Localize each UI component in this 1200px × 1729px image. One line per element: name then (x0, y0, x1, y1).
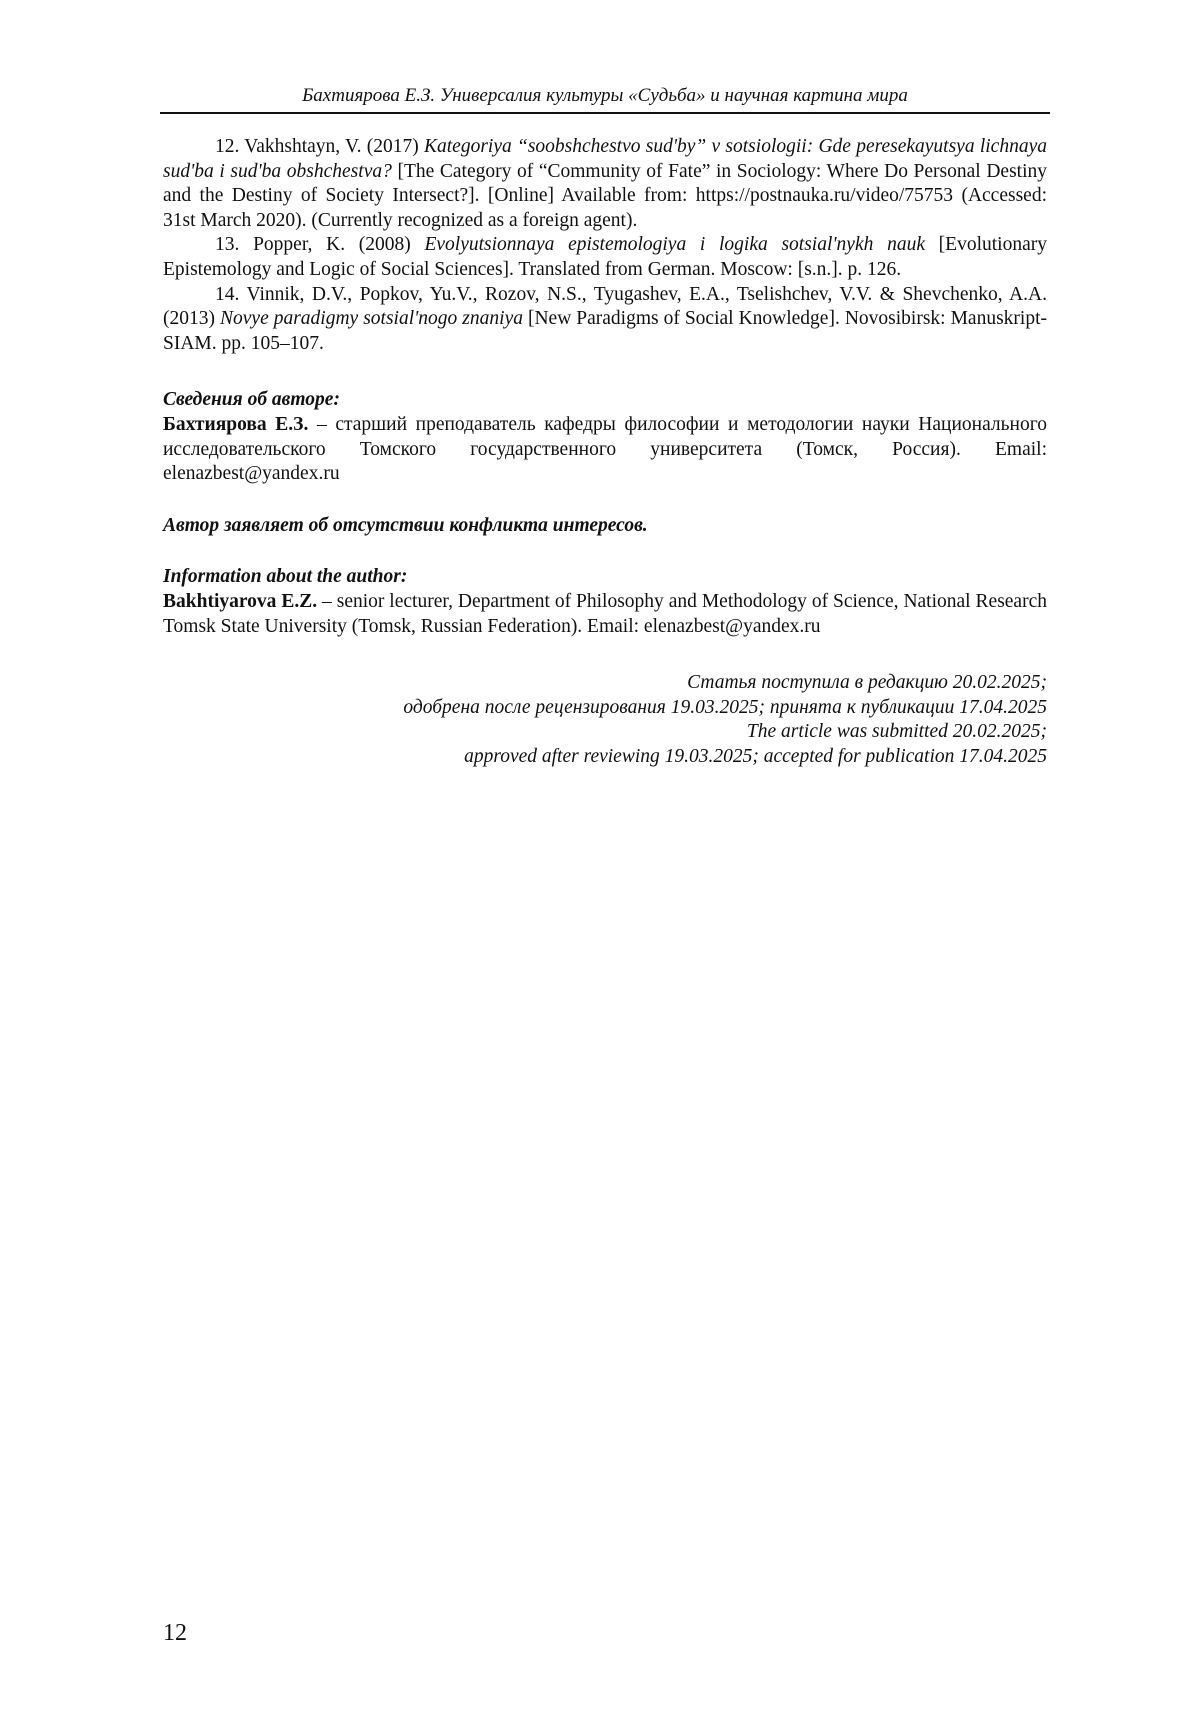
author-info-ru (163, 413, 1047, 487)
reference-title: Kategoriya “soobshchestvo sud'by” v sotsiologii: Gde peresekayutsya lichnaya sud'ba i sud'ba obshchestva? (163, 136, 1047, 182)
page-number: 12 (163, 1620, 187, 1646)
author-info-heading-ru: Сведения об авторе: (163, 389, 340, 411)
author-description-ru: – старший преподаватель кафедры философии и методологии науки Национального исследовательского Томского государственного университета (Томск, Россия). Email: elenazbest@yandex.ru (163, 413, 1047, 485)
review-acceptance-date-ru: одобрена после рецензирования 19.03.2025; принята к публикации 17.04.2025 (403, 696, 1047, 718)
reference-details: [Evolutionary Epistemology and Logic of Social Sciences]. Translated from German. Moscow: [s.n.]. p. 126. (163, 234, 1047, 280)
author-info-en (163, 590, 1047, 639)
author-info-heading-en: Information about the author: (163, 566, 408, 588)
reference-title: Evolyutsionnaya epistemologiya i logika sotsial'nykh nauk (424, 234, 925, 256)
author-name-en: Bakhtiyarova E.Z. (163, 590, 318, 612)
reference-item (163, 135, 1047, 233)
reference-authors: Vakhshtayn, V. (2017) (244, 136, 424, 157)
reference-item (163, 283, 1047, 357)
reference-title: Novye paradigmy sotsial'nogo znaniya (220, 308, 523, 330)
submission-date-ru: Статья поступила в редакцию 20.02.2025; (687, 672, 1047, 694)
review-acceptance-date-en: approved after reviewing 19.03.2025; accepted for publication 17.04.2025 (464, 745, 1047, 767)
submission-date-en: The article was submitted 20.02.2025; (746, 721, 1047, 743)
header-divider (160, 112, 1050, 114)
spacer (163, 487, 1047, 514)
author-description-en: – senior lecturer, Department of Philosophy and Methodology of Science, National Research Tomsk State University (Tomsk, Russian Federation). Email: elenazbest@yandex.ru (163, 590, 1047, 637)
author-name-ru: Бахтиярова Е.З. (163, 413, 309, 435)
conflict-of-interest-statement: Автор заявляет об отсутствии конфликта интересов. (163, 514, 648, 536)
spacer (163, 538, 1047, 565)
reference-number: 13. (215, 234, 240, 256)
reference-item (163, 233, 1047, 282)
reference-authors: Vinnik, D.V., Popkov, Yu.V., Rozov, N.S., Tyugashev, E.A., Tselishchev, V.V. & Shevchenko, A.A. (2013) (163, 283, 1047, 330)
reference-number: 14. (215, 283, 240, 305)
reference-authors: Popper, K. (2008) (253, 234, 425, 256)
reference-number: 12. (215, 136, 240, 157)
spacer (163, 356, 1047, 388)
reference-details: [New Paradigms of Social Knowledge]. Novosibirsk: Manuskript-SIAM. pp. 105–107. (163, 308, 1047, 354)
page-body (163, 135, 1047, 769)
spacer (163, 639, 1047, 671)
running-header: Бахтиярова Е.З. Универсалия культуры «Судьба» и научная картина мира (302, 85, 908, 106)
reference-details: [The Category of “Community of Fate” in Sociology: Where Do Personal Destiny and the Destiny of Society Intersect?]. [Online] Available from: https://postnauka.ru/video/75753 (Accessed: 31st March 2020). (Currently recognized as a foreign agent). (163, 160, 1047, 231)
